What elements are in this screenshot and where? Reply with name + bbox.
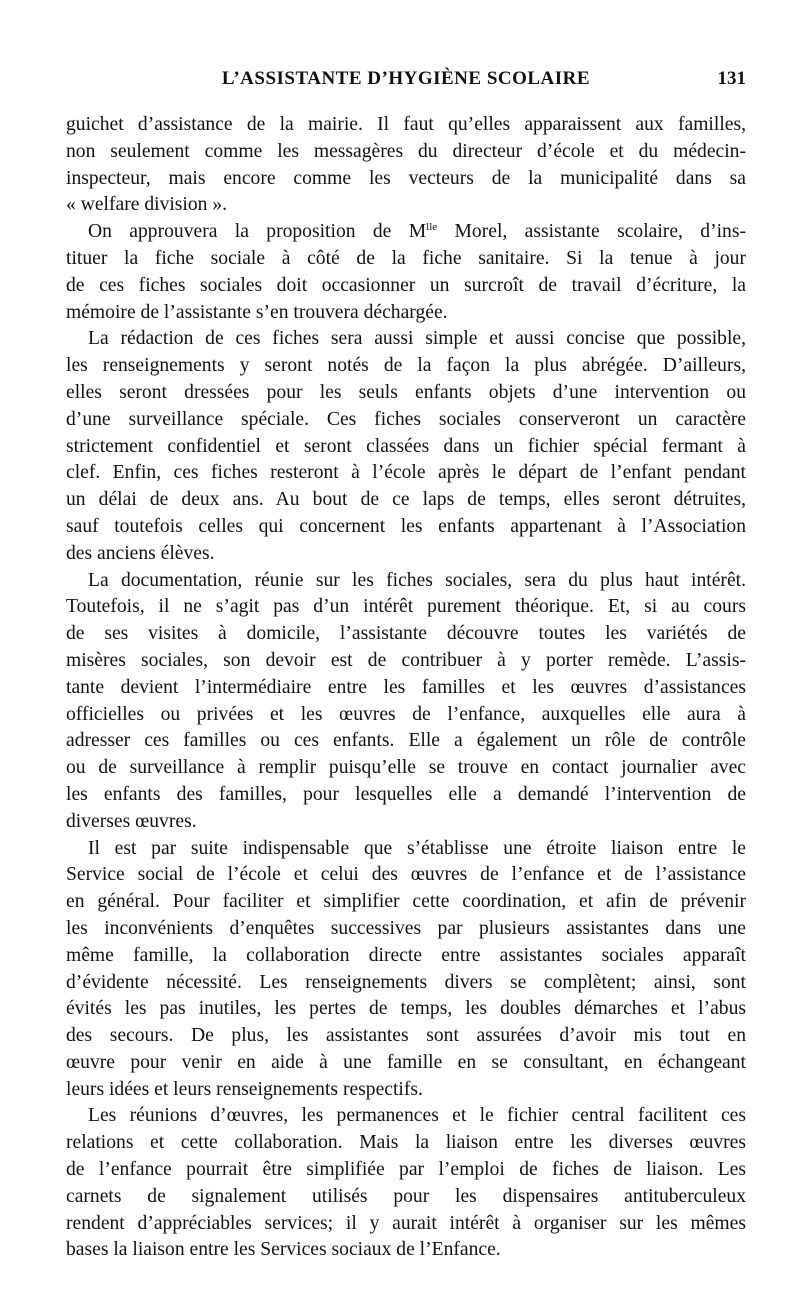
text-line: elles seront dressées pour les seuls enfants objets d’une intervention ou [66, 381, 746, 403]
text-line: des secours. De plus, les assistantes sont assurées d’avoir mis tout en [66, 1025, 746, 1047]
text-line: tante devient l’intermédiaire entre les familles et les œuvres d’assistances [66, 676, 746, 698]
text-line: Toutefois, il ne s’agit pas d’un intérêt purement théorique. Et, si au cours [66, 596, 746, 618]
paragraph-6 [66, 1103, 746, 1264]
text-line: « welfare division ». [66, 194, 228, 216]
text-line: misères sociales, son devoir est de contribuer à y porter remède. L’assis- [66, 649, 746, 671]
text-fragment: Morel, assistante scolaire, d’ins- [437, 221, 746, 243]
text-line: de ces fiches sociales doit occasionner un surcroît de travail d’écriture, la [66, 274, 746, 296]
text-line: tituer la fiche sociale à côté de la fiche sanitaire. Si la tenue à jour [66, 247, 746, 269]
paragraph-1 [66, 112, 746, 219]
paragraph-4 [66, 568, 746, 836]
text-line: adresser ces familles ou ces enfants. Elle a également un rôle de contrôle [66, 730, 746, 752]
text-line: de l’enfance pourrait être simplifiée par l’emploi de fiches de liaison. Les [66, 1159, 746, 1181]
text-line: non seulement comme les messagères du directeur d’école et du médecin- [66, 140, 746, 162]
text-line: ou de surveillance à remplir puisqu’elle se trouve en contact journalier avec [66, 757, 746, 779]
text-line: inspecteur, mais encore comme les vecteurs de la municipalité dans sa [66, 167, 746, 189]
text-line: les renseignements y seront notés de la façon la plus abrégée. D’ailleurs, [66, 355, 746, 377]
text-line: relations et cette collaboration. Mais la liaison entre les diverses œuvres [66, 1132, 746, 1154]
text-line: carnets de signalement utilisés pour les dispensaires antituberculeux [66, 1185, 746, 1207]
text-line: même famille, la collaboration directe entre assistantes sociales apparaît [66, 944, 746, 966]
text-line: de ses visites à domicile, l’assistante découvre toutes les variétés de [66, 623, 746, 645]
text-line: La documentation, réunie sur les fiches sociales, sera du plus haut intérêt. [88, 569, 746, 591]
text-line: La rédaction de ces fiches sera aussi simple et aussi concise que possible, [88, 328, 746, 350]
text-line [66, 219, 746, 246]
text-line: Les réunions d’œuvres, les permanences et le fichier central facilitent ces [88, 1105, 746, 1127]
paragraph-3 [66, 326, 746, 567]
running-head [66, 60, 746, 94]
text-line: d’une surveillance spéciale. Ces fiches sociales conserveront un caractère [66, 408, 746, 430]
text-line: un délai de deux ans. Au bout de ce laps de temps, elles seront détruites, [66, 489, 746, 511]
text-line: bases la liaison entre les Services sociaux de l’Enfance. [66, 1239, 501, 1261]
page-number: 131 [717, 68, 746, 89]
superscript: lle [426, 221, 438, 234]
text-line: strictement confidentiel et seront classées dans un fichier spécial fermant à [66, 435, 746, 457]
text-line: des anciens élèves. [66, 542, 215, 564]
text-line: officielles ou privées et les œuvres de l’enfance, auxquelles elle aura à [66, 703, 746, 725]
text-line: évités les pas inutiles, les pertes de temps, les doubles démarches et l’abus [66, 998, 746, 1020]
text-line: d’évidente nécessité. Les renseignements divers se complètent; ainsi, sont [66, 971, 746, 993]
running-title: L’ASSISTANTE D’HYGIÈNE SCOLAIRE [221, 68, 591, 89]
text-line: guichet d’assistance de la mairie. Il faut qu’elles apparaissent aux familles, [66, 114, 746, 135]
text-line: Service social de l’école et celui des œuvres de l’enfance et de l’assistance [66, 864, 746, 886]
text-fragment: On approuvera la proposition de M [88, 221, 427, 243]
text-line: leurs idées et leurs renseignements respectifs. [66, 1078, 423, 1100]
text-line: rendent d’appréciables services; il y aurait intérêt à organiser sur les mêmes [66, 1212, 746, 1234]
text-line: les inconvénients d’enquêtes successives par plusieurs assistantes dans une [66, 917, 746, 939]
text-line: en général. Pour faciliter et simplifier cette coordination, et afin de prévenir [66, 891, 746, 913]
text-line: diverses œuvres. [66, 810, 197, 832]
text-line: œuvre pour venir en aide à une famille en se consultant, en échangeant [66, 1051, 746, 1073]
paragraph-2 [66, 219, 746, 326]
text-line: les enfants des familles, pour lesquelles elle a demandé l’intervention de [66, 783, 746, 805]
text-line: sauf toutefois celles qui concernent les enfants appartenant à l’Association [66, 515, 746, 537]
text-line: mémoire de l’assistante s’en trouvera déchargée. [66, 301, 448, 323]
body-text [66, 112, 746, 1264]
text-line: clef. Enfin, ces fiches resteront à l’école après le départ de l’enfant pendant [66, 462, 746, 484]
paragraph-5 [66, 836, 746, 1104]
text-line: Il est par suite indispensable que s’établisse une étroite liaison entre le [88, 837, 746, 859]
